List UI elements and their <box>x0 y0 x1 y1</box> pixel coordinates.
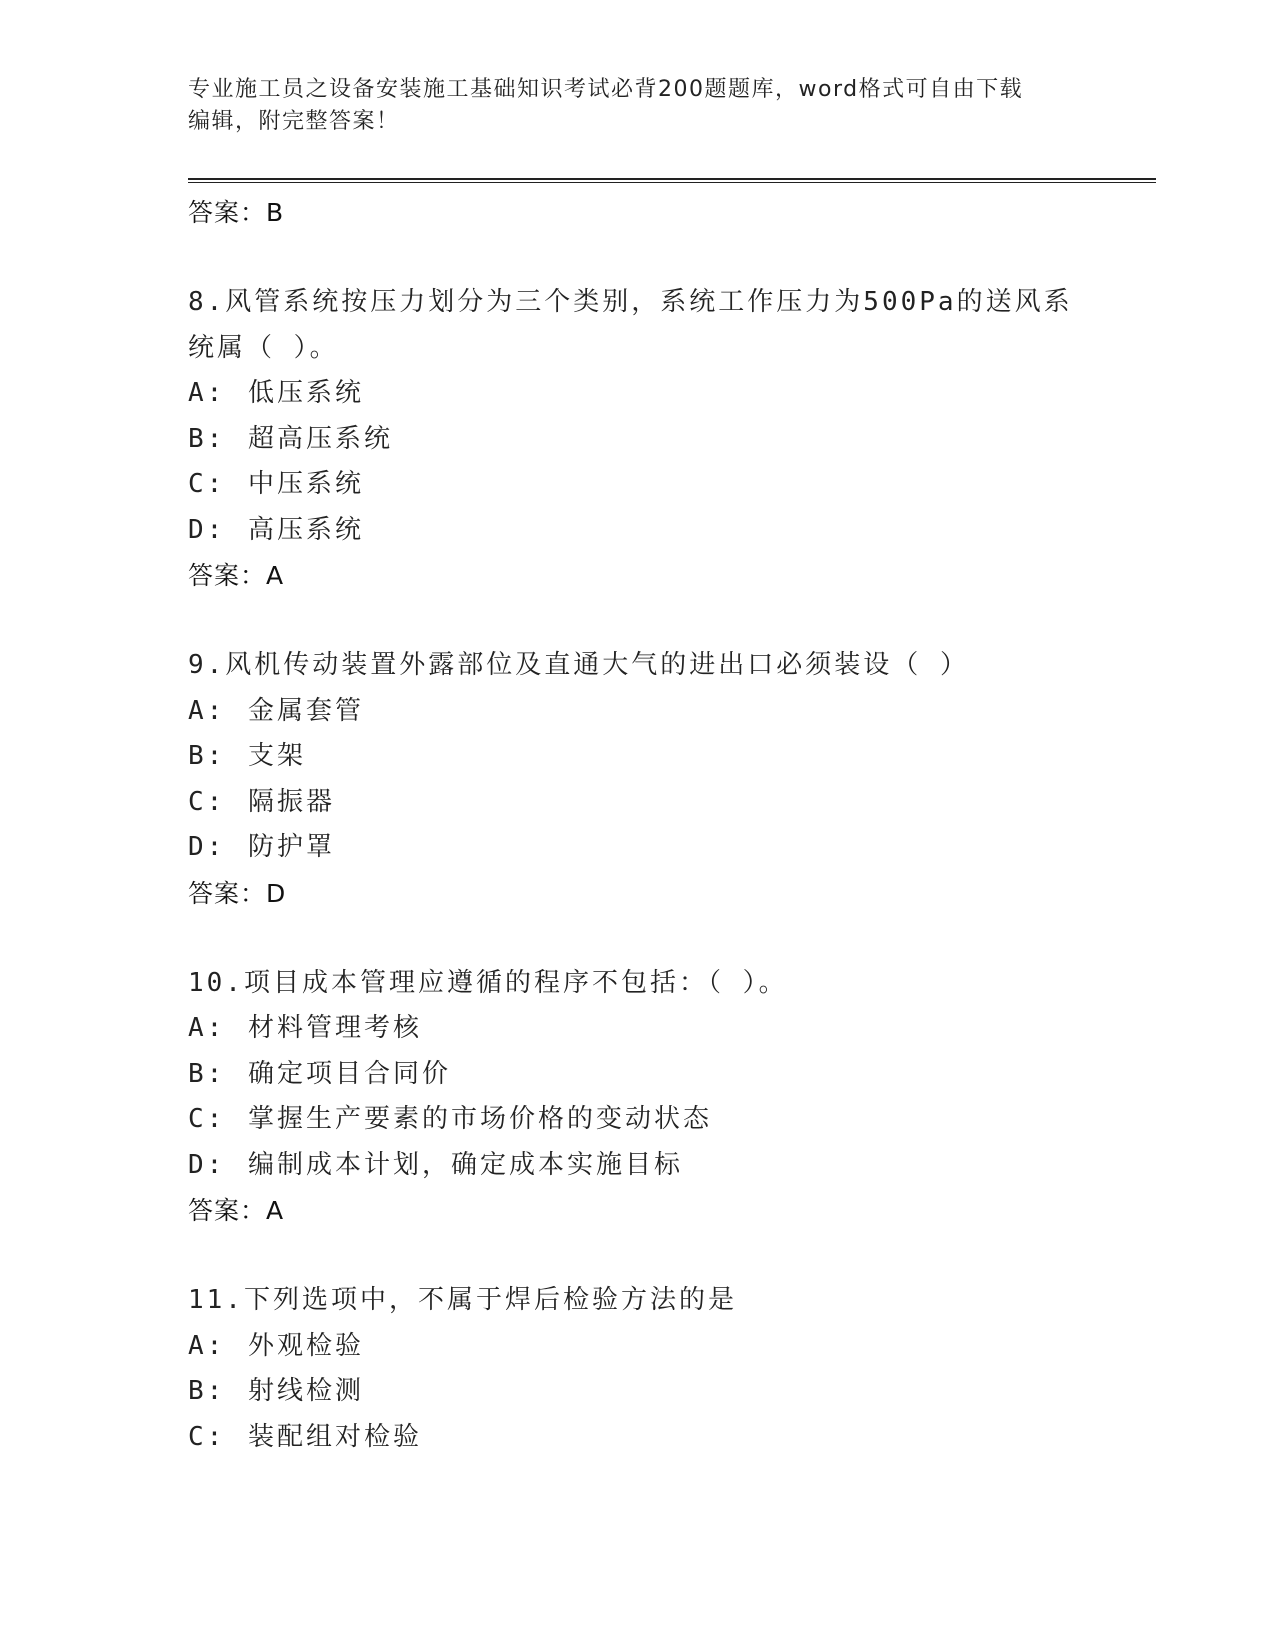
option-label: C: <box>188 1421 226 1452</box>
header-line-2: 编辑，附完整答案！ <box>188 109 400 134</box>
question-text <box>188 280 1088 371</box>
option-text: 低压系统 <box>247 378 364 408</box>
option-b <box>188 1052 1088 1098</box>
answer-line: 答案：A <box>188 561 285 590</box>
question-text-line-1: 8.风管系统按压力划分为三个类别，系统工作压力为500Pa的送风系 <box>188 287 1073 317</box>
option-a <box>188 371 1088 417</box>
option-d <box>188 508 1088 554</box>
option-b <box>188 1369 1088 1415</box>
option-label: D: <box>188 832 226 862</box>
option-d <box>188 825 1088 871</box>
option-b <box>188 417 1088 463</box>
option-a <box>188 1324 1088 1370</box>
header-line-1: 专业施工员之设备安装施工基础知识考试必背200题题库，word格式可自由下载 <box>188 77 1024 102</box>
option-text: 超高压系统 <box>247 423 393 454</box>
option-text: 金属套管 <box>247 695 364 726</box>
option-c <box>188 780 1088 826</box>
option-c <box>188 462 1088 508</box>
option-text: 装配组对检验 <box>247 1421 422 1452</box>
option-text: 编制成本计划，确定成本实施目标 <box>247 1149 683 1180</box>
question-text-line-2: 统属（ ）。 <box>188 332 339 363</box>
option-label: C: <box>188 469 226 499</box>
option-b <box>188 734 1088 780</box>
option-label: A: <box>188 695 226 726</box>
option-c <box>188 1097 1088 1143</box>
option-text: 材料管理考核 <box>247 1013 422 1043</box>
question-8 <box>188 280 1088 598</box>
question-text: 11.下列选项中，不属于焊后检验方法的是 <box>188 1285 737 1315</box>
option-text: 确定项目合同价 <box>247 1058 451 1089</box>
page-header <box>188 74 1068 138</box>
option-label: C: <box>188 1104 226 1134</box>
document-body <box>188 190 1088 1460</box>
option-text: 掌握生产要素的市场价格的变动状态 <box>247 1104 712 1134</box>
option-text: 防护罩 <box>247 832 335 862</box>
option-label: B: <box>188 1376 226 1406</box>
option-label: B: <box>188 741 226 771</box>
answer-line: 答案：B <box>188 198 285 227</box>
answer-line: 答案：D <box>188 878 287 908</box>
option-d <box>188 1143 1088 1189</box>
question-text: 10.项目成本管理应遵循的程序不包括：（ ）。 <box>188 967 788 998</box>
option-label: B: <box>188 423 226 454</box>
option-text: 高压系统 <box>247 514 364 545</box>
question-11 <box>188 1278 1088 1460</box>
option-a <box>188 1006 1088 1052</box>
option-text: 中压系统 <box>247 469 364 499</box>
question-text: 9.风机传动装置外露部位及直通大气的进出口必须装设（ ） <box>188 650 969 680</box>
answer-line: 答案：A <box>188 1196 285 1225</box>
option-label: A: <box>188 1330 226 1361</box>
option-text: 隔振器 <box>247 786 335 817</box>
question-10 <box>188 961 1088 1234</box>
option-label: C: <box>188 786 226 817</box>
option-label: B: <box>188 1058 226 1089</box>
option-text: 支架 <box>247 741 306 771</box>
option-label: D: <box>188 1149 226 1180</box>
option-a <box>188 689 1088 735</box>
option-text: 射线检测 <box>247 1376 364 1406</box>
option-label: D: <box>188 514 226 545</box>
option-label: A: <box>188 1013 226 1043</box>
option-label: A: <box>188 378 226 408</box>
header-divider <box>188 178 1156 183</box>
option-text: 外观检验 <box>247 1330 364 1361</box>
question-9 <box>188 643 1088 916</box>
option-c <box>188 1415 1088 1461</box>
